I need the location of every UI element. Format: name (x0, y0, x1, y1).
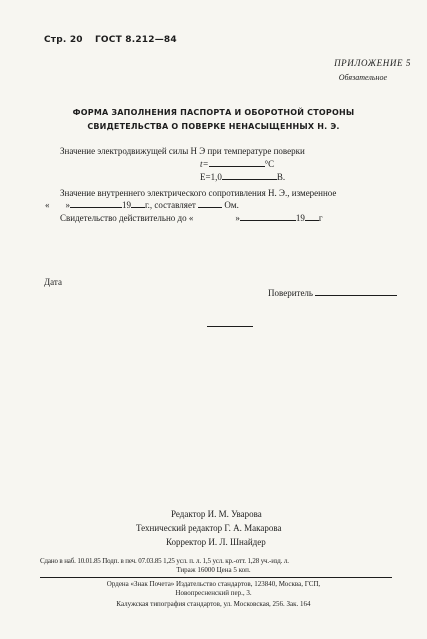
temperature-line (200, 159, 274, 169)
resistance-date-field[interactable] (70, 200, 122, 208)
imprint-divider (40, 577, 392, 578)
emf-label: Значение электродвижущей силы Н Э при температуре поверки (60, 146, 305, 156)
standard-number: ГОСТ 8.212—84 (95, 35, 177, 45)
imprint-line4: Новопресненский пер., 3. (175, 589, 252, 597)
imprint-line1: Сдано в наб. 10.01.85 Подп. в печ. 07.03.85 1,25 усл. п. л. 1,5 усл. кр.-отт. 1,28 уч.-изд. л. (40, 557, 289, 565)
resistance-label: Значение внутреннего электрического сопротивления Н. Э., измеренное (60, 188, 337, 198)
verifier-signature-field[interactable] (315, 288, 397, 296)
year-suffix: г., составляет (145, 200, 196, 210)
validity-quote-close: » (235, 213, 240, 223)
quote-close: » (65, 200, 70, 210)
imprint-line5: Калужская типография стандартов, ул. Московская, 256. Зак. 164 (116, 600, 311, 608)
validity-label: Свидетельство действительно до « (60, 213, 194, 223)
year-prefix: 19 (122, 200, 131, 210)
resistance-value-field[interactable] (198, 200, 222, 208)
appendix-label: ПРИЛОЖЕНИЕ 5 (334, 58, 411, 68)
verifier-label: Поверитель (268, 288, 314, 298)
ohm-unit: Ом. (224, 200, 239, 210)
t-unit: °C (264, 159, 275, 169)
verifier-line (268, 288, 397, 298)
quote-open: « (45, 200, 50, 210)
validity-line (60, 213, 323, 223)
emf-field[interactable] (222, 172, 277, 180)
resistance-line (45, 200, 239, 210)
credit-proofreader: Корректор И. Л. Шнайдер (166, 537, 266, 547)
validity-year-prefix: 19 (295, 213, 305, 223)
form-title-line1: ФОРМА ЗАПОЛНЕНИЯ ПАСПОРТА И ОБОРОТНОЙ СТОРОНЫ (72, 108, 355, 117)
t-prefix: t= (200, 159, 209, 169)
e-unit: В. (276, 172, 286, 182)
separator-line (207, 326, 253, 327)
temperature-field[interactable] (209, 159, 265, 167)
resistance-year-field[interactable] (131, 200, 145, 208)
e-prefix: E=1,0 (200, 172, 222, 182)
credit-editor: Редактор И. М. Уварова (171, 509, 262, 519)
validity-g: г (318, 213, 323, 223)
emf-value-line (200, 172, 285, 182)
page-number: Стр. 20 (44, 35, 83, 45)
date-label: Дата (44, 277, 62, 287)
appendix-status: Обязательное (338, 73, 387, 82)
form-title-line2: СВИДЕТЕЛЬСТВА О ПОВЕРКЕ НЕНАСЫЩЕННЫХ Н. Э. (87, 122, 340, 131)
validity-year-field[interactable] (305, 213, 319, 221)
imprint-line2: Тираж 16000 Цена 5 коп. (176, 566, 251, 574)
validity-date-field[interactable] (240, 213, 296, 221)
credit-tech-editor: Технический редактор Г. А. Макарова (136, 523, 282, 533)
imprint-line3: Ордена «Знак Почета» Издательство стандартов, 123840, Москва, ГСП, (106, 580, 321, 588)
